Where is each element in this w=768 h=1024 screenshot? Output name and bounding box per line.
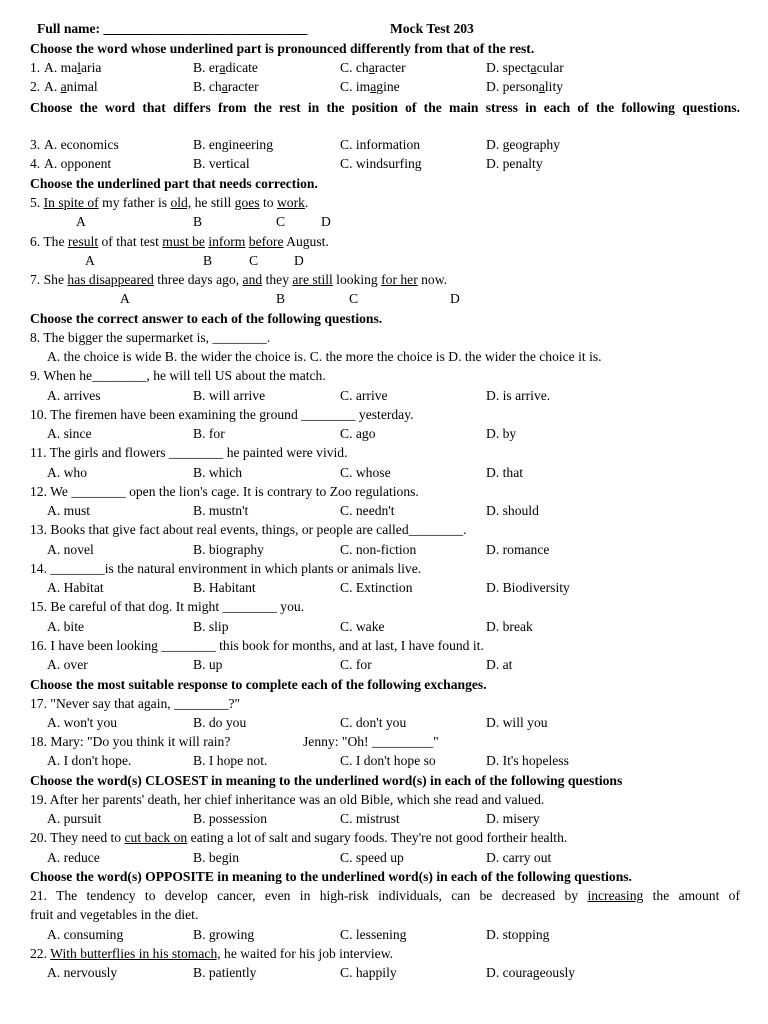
q16-option-c: C. for xyxy=(340,657,372,672)
q13-option-a: A. novel xyxy=(47,542,94,557)
q7-letter-b: B xyxy=(276,291,286,306)
q4-option-c: C. windsurfing xyxy=(340,156,422,171)
q3-option-c: C. information xyxy=(340,137,421,152)
q6-letter-d: D xyxy=(294,253,304,268)
q2-option-d: D. personality xyxy=(486,79,564,94)
q6-letter-a: A xyxy=(85,253,95,268)
q18-stem: 18. Mary: "Do you think it will rain? xyxy=(30,734,231,749)
q16-stem: 16. I have been looking ________ this book for months, and at last, I have found it. xyxy=(30,638,484,653)
q13-option-b: B. biography xyxy=(193,542,264,557)
q9-option-b: B. will arrive xyxy=(193,388,266,403)
q19-option-b: B. possession xyxy=(193,811,268,826)
q1-number: 1. xyxy=(30,60,41,75)
q5-letter-a: A xyxy=(76,214,86,229)
q15-option-a: A. bite xyxy=(47,619,84,634)
q4-option-a: A. opponent xyxy=(44,156,112,171)
question-6: 6. The result of that test must be inform before August. xyxy=(30,234,329,249)
section-heading-closest: Choose the word(s) CLOSEST in meaning to the underlined word(s) in each of the following questions xyxy=(30,773,623,788)
q9-option-d: D. is arrive. xyxy=(486,388,551,403)
q13-option-c: C. non-fiction xyxy=(340,542,417,557)
q9-option-a: A. arrives xyxy=(47,388,101,403)
section-heading-correct-answer: Choose the correct answer to each of the following questions. xyxy=(30,311,383,326)
q1-option-a: A. malaria xyxy=(44,60,102,75)
q14-option-b: B. Habitant xyxy=(193,580,256,595)
q2-option-a: A. animal xyxy=(44,79,98,94)
q18-option-c: C. I don't hope so xyxy=(340,753,436,768)
q15-option-d: D. break xyxy=(486,619,533,634)
q12-stem: 12. We ________ open the lion's cage. It is contrary to Zoo regulations. xyxy=(30,484,419,499)
q3-option-b: B. engineering xyxy=(193,137,274,152)
q16-option-d: D. at xyxy=(486,657,513,672)
q4-option-d: D. penalty xyxy=(486,156,543,171)
q14-stem: 14. ________is the natural environment in which plants or animals live. xyxy=(30,561,422,576)
q20-option-c: C. speed up xyxy=(340,850,404,865)
q15-option-c: C. wake xyxy=(340,619,385,634)
q1-option-b: B. eradicate xyxy=(193,60,258,75)
q6-letter-c: C xyxy=(249,253,259,268)
q14-option-d: D. Biodiversity xyxy=(486,580,570,595)
q13-option-d: D. romance xyxy=(486,542,550,557)
q18-jenny: Jenny: "Oh! _________" xyxy=(303,734,439,749)
q17-option-a: A. won't you xyxy=(47,715,118,730)
q2-option-b: B. character xyxy=(193,79,259,94)
q18-option-b: B. I hope not. xyxy=(193,753,268,768)
q20-option-a: A. reduce xyxy=(47,850,100,865)
q22-stem: 22. With butterflies in his stomach, he waited for his job interview. xyxy=(30,946,394,961)
q7-letter-d: D xyxy=(450,291,460,306)
name-line xyxy=(37,21,740,37)
q4-option-b: B. vertical xyxy=(193,156,250,171)
q20-stem: 20. They need to cut back on eating a lot of salt and sugary foods. They're not good fortheir health. xyxy=(30,830,568,845)
q2-option-c: C. imagine xyxy=(340,79,400,94)
section-heading-pronunciation: Choose the word whose underlined part is pronounced differently from that of the rest. xyxy=(30,41,535,56)
q19-stem: 19. After her parents' death, her chief inheritance was an old Bible, which she read and valued. xyxy=(30,792,545,807)
q10-stem: 10. The firemen have been examining the ground ________ yesterday. xyxy=(30,407,414,422)
q17-option-d: D. will you xyxy=(486,715,548,730)
q10-option-b: B. for xyxy=(193,426,225,441)
q17-option-b: B. do you xyxy=(193,715,247,730)
q21-option-d: D. stopping xyxy=(486,927,550,942)
q10-option-a: A. since xyxy=(47,426,92,441)
q12-option-d: D. should xyxy=(486,503,539,518)
q17-stem: 17. "Never say that again, ________?" xyxy=(30,696,241,711)
section-heading-response: Choose the most suitable response to complete each of the following exchanges. xyxy=(30,677,487,692)
q18-option-a: A. I don't hope. xyxy=(47,753,132,768)
q11-option-c: C. whose xyxy=(340,465,391,480)
q21-option-b: B. growing xyxy=(193,927,255,942)
q8-stem: 8. The bigger the supermarket is, ________. xyxy=(30,330,271,345)
question-5: 5. In spite of my father is old, he still goes to work. xyxy=(30,195,309,210)
q16-option-a: A. over xyxy=(47,657,88,672)
q21-option-c: C. lessening xyxy=(340,927,407,942)
q7-letter-c: C xyxy=(349,291,359,306)
q5-letter-c: C xyxy=(276,214,286,229)
q11-option-b: B. which xyxy=(193,465,243,480)
q17-option-c: C. don't you xyxy=(340,715,407,730)
q19-option-d: D. misery xyxy=(486,811,540,826)
q15-option-b: B. slip xyxy=(193,619,229,634)
q3-number: 3. xyxy=(30,137,41,152)
section-heading-opposite: Choose the word(s) OPPOSITE in meaning to the underlined word(s) in each of the following questions. xyxy=(30,869,632,884)
q10-option-d: D. by xyxy=(486,426,517,441)
q14-option-c: C. Extinction xyxy=(340,580,413,595)
q21-option-a: A. consuming xyxy=(47,927,124,942)
q22-option-c: C. happily xyxy=(340,965,397,980)
q11-stem: 11. The girls and flowers ________ he painted were vivid. xyxy=(30,445,348,460)
q9-stem: 9. When he________, he will tell US about the match. xyxy=(30,368,326,383)
q11-option-a: A. who xyxy=(47,465,88,480)
q12-option-b: B. mustn't xyxy=(193,503,249,518)
name-label: Full name: xyxy=(37,21,101,36)
q21-stem: 21. The tendency to develop cancer, even in high-risk individuals, can be decreased by increasing the amount of xyxy=(30,888,740,903)
q3-option-d: D. geography xyxy=(486,137,560,152)
q20-option-b: B. begin xyxy=(193,850,240,865)
q4-number: 4. xyxy=(30,156,41,171)
q19-option-c: C. mistrust xyxy=(340,811,400,826)
q6-letter-b: B xyxy=(203,253,213,268)
q10-option-c: C. ago xyxy=(340,426,376,441)
q11-option-d: D. that xyxy=(486,465,523,480)
q15-stem: 15. Be careful of that dog. It might ________ you. xyxy=(30,599,305,614)
q12-option-a: A. must xyxy=(47,503,91,518)
q1-option-d: D. spectacular xyxy=(486,60,564,75)
q21-stem-line2: fruit and vegetables in the diet. xyxy=(30,907,199,922)
q5-letter-b: B xyxy=(193,214,203,229)
q8-options: A. the choice is wide B. the wider the choice is. C. the more the choice is D. the wider the choice it is. xyxy=(47,349,602,364)
q22-option-b: B. patiently xyxy=(193,965,257,980)
question-7: 7. She has disappeared three days ago, and they are still looking for her now. xyxy=(30,272,448,287)
section-heading-stress: Choose the word that differs from the rest in the position of the main stress in each of the following questions. xyxy=(30,100,740,115)
q18-option-d: D. It's hopeless xyxy=(486,753,569,768)
section-heading-correction: Choose the underlined part that needs correction. xyxy=(30,176,318,191)
q2-number: 2. xyxy=(30,79,41,94)
q13-stem: 13. Books that give fact about real events, things, or people are called________. xyxy=(30,522,467,537)
q5-letter-d: D xyxy=(321,214,331,229)
q20-option-d: D. carry out xyxy=(486,850,552,865)
name-blank: ______________________________ xyxy=(103,21,308,36)
q19-option-a: A. pursuit xyxy=(47,811,102,826)
test-title: Mock Test 203 xyxy=(390,21,474,36)
q22-option-a: A. nervously xyxy=(47,965,118,980)
q14-option-a: A. Habitat xyxy=(47,580,104,595)
q16-option-b: B. up xyxy=(193,657,223,672)
q7-letter-a: A xyxy=(120,291,130,306)
q1-option-c: C. character xyxy=(340,60,406,75)
q9-option-c: C. arrive xyxy=(340,388,388,403)
q3-option-a: A. economics xyxy=(44,137,119,152)
q12-option-c: C. needn't xyxy=(340,503,395,518)
q22-option-d: D. courageously xyxy=(486,965,576,980)
